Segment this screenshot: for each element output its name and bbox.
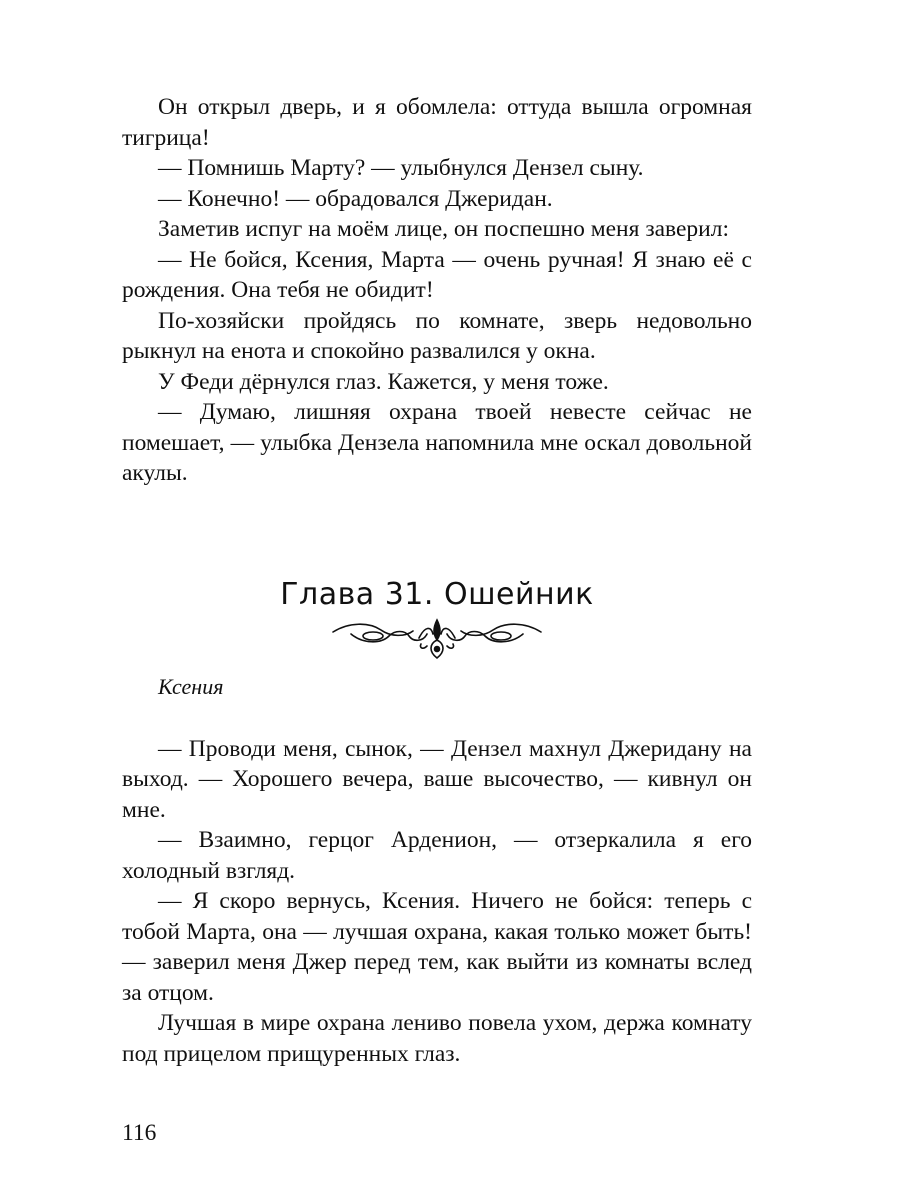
paragraph: Он открыл дверь, и я обомлела: оттуда вышла огромная тигрица!	[122, 94, 752, 151]
paragraph: — Проводи меня, сынок, — Дензел махнул Джеридану на выход. — Хорошего вечера, ваше высочество, — кивнул он мне.	[122, 735, 752, 823]
book-page	[122, 92, 752, 1069]
bottom-text-block	[122, 734, 752, 1070]
paragraph: — Помнишь Марту? — улыбнулся Дензел сыну.	[158, 155, 644, 181]
paragraph: Заметив испуг на моём лице, он поспешно меня заверил:	[158, 216, 729, 242]
page-number: 116	[122, 1120, 157, 1146]
top-text-block	[122, 92, 752, 489]
paragraph: — Конечно! — обрадовался Джеридан.	[158, 185, 553, 212]
paragraph: — Не бойся, Ксения, Марта — очень ручная! Я знаю её с рождения. Она тебя не обидит!	[122, 246, 752, 303]
pov-character-label: Ксения	[158, 673, 224, 699]
paragraph: — Я скоро вернусь, Ксения. Ничего не бойся: теперь с тобой Марта, она — лучшая охрана, какая только может быть! — заверил меня Джер перед тем, как выйти из комнаты вслед за отцом.	[122, 888, 752, 1006]
paragraph: — Взаимно, герцог Арденион, — отзеркалила я его холодный взгляд.	[122, 827, 752, 884]
paragraph: У Феди дёрнулся глаз. Кажется, у меня тоже.	[158, 368, 609, 395]
ornament-divider-icon	[329, 618, 545, 660]
paragraph: Лучшая в мире охрана лениво повела ухом, держа комнату под прицелом прищуренных глаз.	[122, 1010, 752, 1067]
paragraph: По-хозяйски пройдясь по комнате, зверь недовольно рыкнул на енота и спокойно развалился у окна.	[122, 307, 752, 364]
chapter-heading	[122, 577, 752, 660]
chapter-title: Глава 31. Ошейник	[280, 576, 594, 612]
paragraph: — Думаю, лишняя охрана твоей невесте сейчас не помешает, — улыбка Дензела напомнила мне оскал довольной акулы.	[122, 399, 752, 486]
